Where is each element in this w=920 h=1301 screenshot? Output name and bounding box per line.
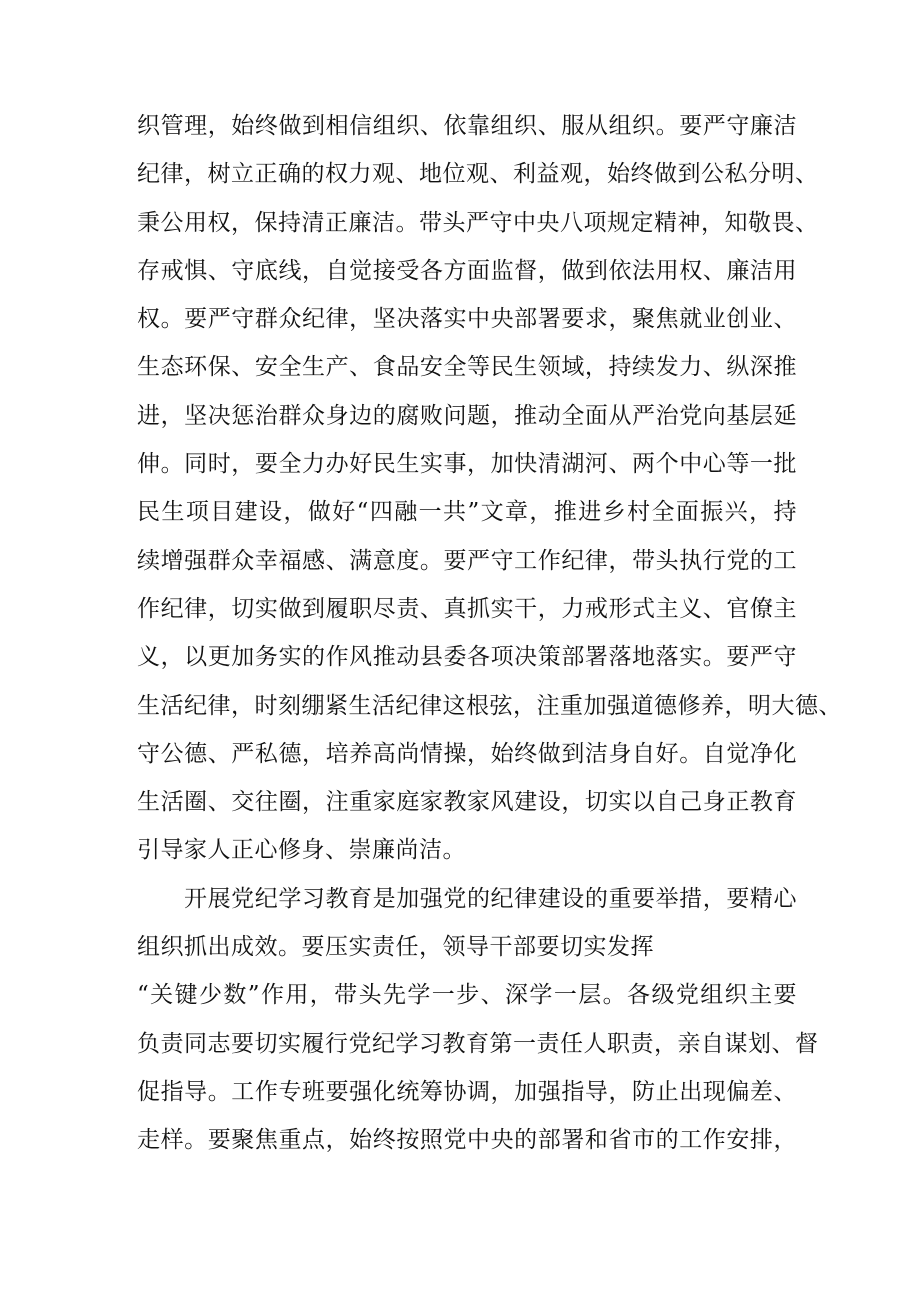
text-line: 权。要严守群众纪律，坚决落实中央部署要求，聚焦就业创业、 (137, 306, 797, 333)
text-line: 作纪律，切实做到履职尽责、真抓实干，力戒形式主义、官僚主 (137, 595, 797, 622)
text-line: 守公德、严私德，培养高尚情操，始终做到洁身自好。自觉净化 (137, 740, 797, 767)
text-line: 走样。要聚焦重点，始终按照党中央的部署和省市的工作安排， (137, 1127, 797, 1154)
text-line: 续增强群众幸福感、满意度。要严守工作纪律，带头执行党的工 (137, 547, 797, 574)
text-line: “关键少数”作用，带头先学一步、深学一层。各级党组织主要 (137, 982, 797, 1009)
text-line: 民生项目建设，做好“四融一共”文章，推进乡村全面振兴，持 (137, 499, 797, 526)
text-line: 负责同志要切实履行党纪学习教育第一责任人职责，亲自谋划、督 (137, 1030, 819, 1057)
paragraph-start-line: 开展党纪学习教育是加强党的纪律建设的重要举措，要精心 (184, 885, 797, 912)
text-line: 生活纪律，时刻绷紧生活纪律这根弦，注重加强道德修养，明大德、 (137, 692, 842, 719)
paragraph-end-line: 引导家人正心修身、崇廉尚洁。 (137, 837, 466, 864)
text-line: 秉公用权，保持清正廉洁。带头严守中央八项规定精神，知敬畏、 (137, 209, 819, 236)
text-line: 生活圈、交往圈，注重家庭家教家风建设，切实以自己身正教育 (137, 789, 797, 816)
text-line: 进，坚决惩治群众身边的腐败问题，推动全面从严治党向基层延 (137, 402, 797, 429)
text-line: 组织抓出成效。要压实责任，领导干部要切实发挥 (137, 934, 654, 961)
text-line: 促指导。工作专班要强化统筹协调，加强指导，防止出现偏差、 (137, 1078, 797, 1105)
text-line: 伸。同时，要全力办好民生实事，加快清湖河、两个中心等一批 (137, 451, 797, 478)
body-text (137, 102, 842, 1165)
text-line: 义，以更加务实的作风推动县委各项决策部署落地落实。要严守 (137, 644, 797, 671)
text-line: 纪律，树立正确的权力观、地位观、利益观，始终做到公私分明、 (137, 161, 819, 188)
text-line: 生态环保、安全生产、食品安全等民生领域，持续发力、纵深推 (137, 354, 797, 381)
text-line: 织管理，始终做到相信组织、依靠组织、服从组织。要严守廉洁 (137, 113, 797, 139)
text-line: 存戒惧、守底线，自觉接受各方面监督，做到依法用权、廉洁用 (137, 257, 797, 284)
